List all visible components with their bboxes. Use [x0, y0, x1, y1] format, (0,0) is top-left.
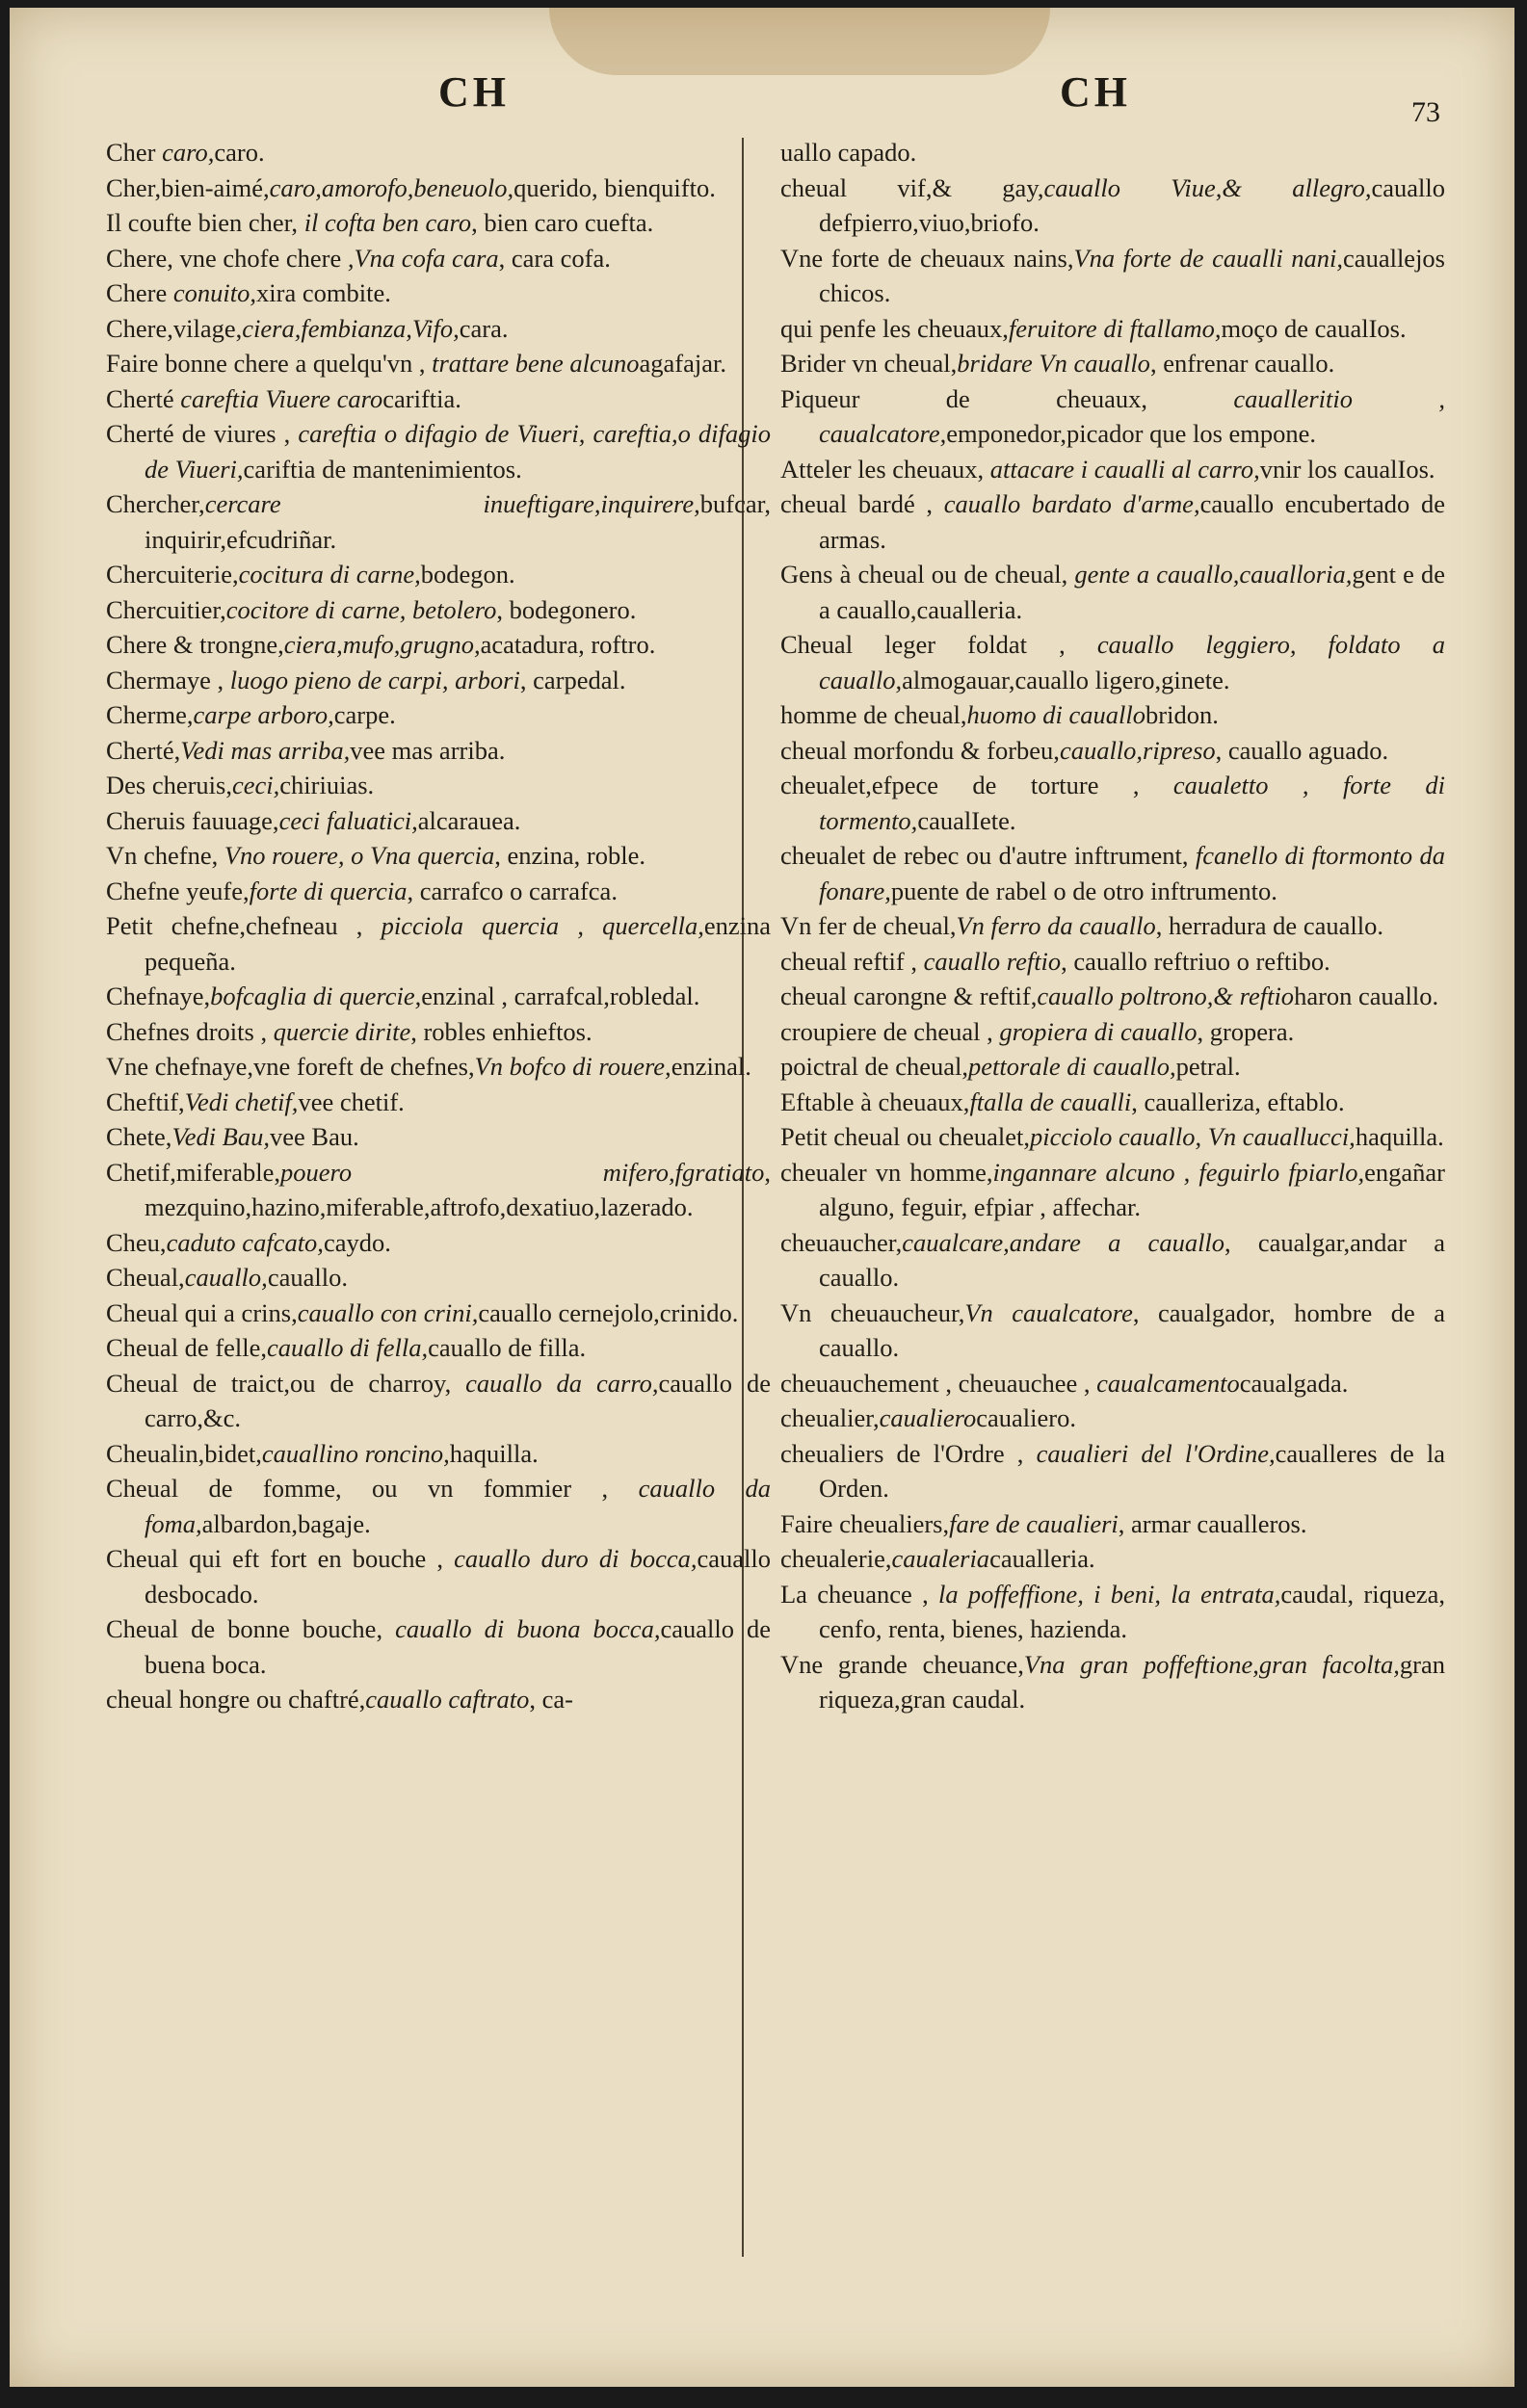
entry-headword: La cheuance , — [780, 1579, 938, 1609]
entry-spanish: almogauar,cauallo ligero,ginete. — [902, 665, 1230, 694]
entry-headword: homme de cheual, — [780, 700, 967, 729]
entry-italian: ftalla de caualli — [969, 1086, 1132, 1116]
entry-italian: ciera,fembianza,Vifo, — [242, 313, 460, 343]
entry-spanish: chiriuias. — [279, 771, 375, 799]
dictionary-entry — [106, 1611, 771, 1682]
entry-italian: caualeria — [891, 1544, 990, 1573]
entry-headword: Cheruis fauuage, — [106, 805, 279, 835]
entry-headword: cheualet de rebec ou d'autre inftrument, — [780, 841, 1196, 870]
dictionary-entry — [780, 381, 1445, 452]
entry-headword: Faire bonne chere a quelqu'vn , — [106, 349, 433, 378]
entry-italian: cauallo di fella, — [267, 1333, 429, 1362]
entry-italian: cocitura di carne, — [238, 560, 421, 589]
entry-italian: trattare bene alcuno — [432, 349, 640, 378]
entry-spanish: caualleres de la Orden. — [819, 1438, 1446, 1503]
entry-headword: Vn chefne, — [106, 841, 224, 870]
dictionary-entry — [780, 1225, 1445, 1296]
entry-headword: Cheual, — [106, 1263, 185, 1292]
entry-italian: caualetto , forte di tormento, — [819, 771, 1446, 835]
entry-italian: Vno rouere, o Vna quercia — [224, 841, 495, 870]
entry-headword: Cheual de felle, — [106, 1333, 268, 1362]
dictionary-entry — [106, 1119, 771, 1155]
entry-headword: Cherme, — [106, 700, 194, 729]
dictionary-entry — [106, 416, 771, 486]
entry-italian: cauallo leggiero, foldato a cauallo, — [819, 630, 1445, 694]
entry-headword: Il coufte bien cher, — [106, 208, 304, 237]
entry-headword: cheual hongre ou chaftré, — [106, 1685, 366, 1714]
entry-headword: cheuauchement , cheuauchee , — [780, 1368, 1097, 1398]
dictionary-entry — [780, 170, 1445, 241]
dictionary-entry — [106, 311, 771, 347]
entry-spanish: , bodegonero. — [496, 594, 637, 624]
entry-spanish: cauallo. — [267, 1263, 348, 1292]
dictionary-entry — [106, 486, 771, 557]
dictionary-entry — [106, 275, 771, 311]
entry-italian: Vna gran poffeftione,gran facolta, — [1023, 1649, 1400, 1679]
entry-spanish: , enzina, roble. — [494, 841, 646, 870]
dictionary-entry — [106, 768, 771, 803]
entry-italian: gente a cauallo,caualloria, — [1074, 560, 1353, 589]
dictionary-page — [10, 8, 1514, 2387]
dictionary-entry — [780, 1647, 1445, 1717]
page-number: 73 — [1411, 96, 1440, 128]
dictionary-entry — [780, 452, 1445, 487]
entry-spanish: carpe. — [333, 700, 396, 729]
entry-headword: Cheual qui a crins, — [106, 1297, 298, 1327]
entry-italian: ciera,mufo,grugno, — [283, 630, 481, 659]
dictionary-entry — [106, 205, 771, 241]
entry-spanish: , carrafco o carrafca. — [407, 876, 618, 905]
entry-headword: Chefnaye, — [106, 982, 211, 1010]
dictionary-entry — [780, 486, 1445, 557]
dictionary-entry — [780, 135, 1445, 170]
entry-spanish: uallo capado. — [780, 138, 917, 167]
dictionary-entry — [780, 979, 1445, 1014]
entry-headword: cheualer vn homme, — [780, 1157, 993, 1187]
entry-spanish: cauallo de carro,&c. — [145, 1368, 771, 1432]
entry-spanish: moço de caualIos. — [1221, 313, 1407, 343]
dictionary-entry — [106, 733, 771, 769]
entry-spanish: cauallo de filla. — [428, 1333, 587, 1362]
entry-spanish: haquilla. — [1355, 1122, 1444, 1151]
entry-italian: cauallo di buona bocca, — [395, 1614, 661, 1643]
entry-headword: Petit cheual ou cheualet, — [780, 1122, 1031, 1151]
entry-headword: Cheu, — [106, 1227, 167, 1257]
entry-spanish: petral. — [1175, 1052, 1241, 1081]
entry-spanish: , robles enhieftos. — [410, 1016, 592, 1046]
entry-spanish: , caualleriza, eftablo. — [1131, 1086, 1345, 1116]
entry-italian: picciolo cauallo, Vn cauallucci, — [1030, 1122, 1356, 1151]
dictionary-entry — [780, 838, 1445, 908]
entry-spanish: , caualgador, hombre de a cauallo. — [819, 1297, 1446, 1362]
entry-spanish: bufcar, inquirir,efcudriñar. — [145, 489, 771, 554]
entry-spanish: , caualgar,andar a cauallo. — [819, 1227, 1445, 1292]
entry-spanish: acatadura, roftro. — [480, 630, 656, 659]
dictionary-entry — [780, 697, 1445, 733]
entry-italian: quercie dirite — [273, 1016, 411, 1046]
dictionary-entry — [106, 908, 771, 979]
entry-italian: la poffeffione, i beni, la entrata, — [937, 1579, 1281, 1609]
entry-headword: Piqueur de cheuaux, — [780, 383, 1234, 413]
dictionary-entry — [780, 908, 1445, 944]
entry-italian: cauallo bardato d'arme, — [943, 489, 1200, 518]
dictionary-entry — [780, 311, 1445, 347]
entry-headword: Chetif,miferable, — [106, 1157, 281, 1187]
entry-headword: Cheual qui eft fort en bouche , — [106, 1544, 455, 1573]
entry-italian: forte di quercia — [249, 876, 408, 905]
entry-italian: ceci, — [232, 771, 280, 799]
entry-italian: bofcaglia di quercie, — [210, 982, 422, 1010]
entry-spanish: bodegon. — [420, 560, 515, 589]
entry-italian: huomo di cauallo — [966, 700, 1146, 729]
entry-spanish: , mezquino,hazino,miferable,aftrofo,dexatiuo,lazerado. — [145, 1157, 771, 1221]
dictionary-entry — [106, 627, 771, 663]
entry-headword: cheualet,efpece de torture , — [780, 771, 1173, 799]
entry-headword: cheual vif,& gay, — [780, 172, 1044, 202]
entry-italian: careftia o difagio de Viueri, careftia,o difagio de Viueri, — [145, 419, 771, 484]
entry-italian: caualleritio , caualcatore, — [819, 383, 1445, 448]
right-column — [780, 135, 1445, 1717]
entry-spanish: engañar alguno, feguir, efpiar , affechar. — [819, 1157, 1445, 1221]
entry-spanish: , carpedal. — [519, 665, 626, 694]
entry-headword: Petit chefne,chefneau , — [106, 911, 382, 940]
dictionary-entry — [780, 1296, 1445, 1366]
entry-headword: Cheftif, — [106, 1086, 185, 1116]
entry-headword: Vne chefnaye,vne foreft de chefnes, — [106, 1052, 475, 1081]
dictionary-entry — [106, 346, 771, 381]
entry-spanish: , cara cofa. — [498, 243, 611, 273]
running-header-right: CH — [1060, 68, 1131, 116]
entry-italian: caualieri del l'Ordine, — [1036, 1438, 1276, 1468]
entry-spanish: , enfrenar cauallo. — [1149, 349, 1335, 378]
dictionary-entry — [780, 1155, 1445, 1225]
entry-spanish: haron cauallo. — [1294, 982, 1439, 1010]
dictionary-entry — [106, 1225, 771, 1261]
entry-spanish: , bien caro cuefta. — [471, 208, 654, 237]
dictionary-entry — [106, 1260, 771, 1296]
dictionary-entry — [106, 1155, 771, 1225]
entry-spanish: enzinal , carrafcal,robledal. — [421, 982, 700, 1010]
entry-italian: Vna forte de caualli nani, — [1073, 243, 1344, 273]
entry-italian: Vedi chetif, — [184, 1086, 299, 1116]
entry-italian: cauallo con crini, — [297, 1297, 479, 1327]
entry-headword: Faire cheualiers, — [780, 1508, 950, 1538]
entry-headword: Cherté — [106, 383, 181, 413]
dictionary-entry — [780, 1366, 1445, 1401]
dictionary-entry — [780, 346, 1445, 381]
entry-italian: caro,amorofo,beneuolo, — [269, 172, 514, 202]
entry-headword: Chefnes droits , — [106, 1016, 274, 1046]
entry-italian: caualcare,andare a cauallo — [902, 1227, 1225, 1257]
entry-spanish: bridon. — [1145, 700, 1219, 729]
entry-headword: cheualiers de l'Ordre , — [780, 1438, 1037, 1468]
entry-headword: Cherté, — [106, 735, 181, 765]
entry-headword: Vn cheuaucheur, — [780, 1297, 965, 1327]
entry-spanish: , gropera. — [1197, 1016, 1295, 1046]
entry-italian: caro, — [162, 138, 215, 167]
entry-headword: Brider vn cheual, — [780, 349, 958, 378]
entry-spanish: cauallo encubertado de armas. — [819, 489, 1445, 554]
entry-spanish: emponedor,picador que los empone. — [946, 419, 1317, 448]
entry-italian: fare de caualieri — [949, 1508, 1119, 1538]
entry-spanish: caualleria. — [989, 1544, 1095, 1573]
entry-italian: feruitore di ftallamo, — [1008, 313, 1222, 343]
entry-headword: Chere — [106, 278, 173, 307]
entry-spanish: caro. — [214, 138, 265, 167]
entry-headword: Atteler les cheuaux, — [780, 454, 990, 484]
entry-headword: Chercher, — [106, 489, 205, 518]
entry-headword: Cherté de viures , — [106, 419, 299, 448]
entry-spanish: enzina pequeña. — [145, 911, 771, 976]
entry-headword: Chefne yeufe, — [106, 876, 250, 905]
entry-headword: Eftable à cheuaux, — [780, 1086, 970, 1116]
entry-italian: Vedi Bau, — [171, 1122, 270, 1151]
entry-italian: cauallo da foma, — [145, 1474, 771, 1538]
entry-spanish: cariftia de mantenimientos. — [243, 454, 522, 484]
entry-italian: fcanello di ftormonto da fonare, — [819, 841, 1445, 905]
entry-spanish: gran riqueza,gran caudal. — [819, 1649, 1446, 1714]
entry-spanish: cariftia. — [382, 383, 461, 413]
entry-spanish: , ca- — [529, 1685, 573, 1714]
entry-headword: Chere,vilage, — [106, 313, 243, 343]
entry-headword: Chercuiterie, — [106, 560, 239, 589]
entry-spanish: enzinal. — [671, 1052, 751, 1081]
entry-headword: Cheual leger foldat , — [780, 630, 1097, 659]
entry-headword: croupiere de cheual , — [780, 1016, 1000, 1046]
dictionary-entry — [106, 1296, 771, 1331]
entry-italian: cauallo,ripreso — [1059, 735, 1216, 765]
dictionary-entry — [780, 944, 1445, 980]
entry-spanish: vnir los caualIos. — [1259, 454, 1435, 484]
entry-spanish: cauallo desbocado. — [145, 1544, 772, 1609]
running-header-left: CH — [438, 68, 510, 116]
dictionary-entry — [106, 241, 771, 276]
entry-spanish: cara. — [459, 313, 509, 343]
entry-italian: cauallo da carro, — [465, 1368, 659, 1398]
dictionary-entry — [780, 1014, 1445, 1050]
dictionary-entry — [780, 557, 1445, 627]
dictionary-entry — [106, 170, 771, 206]
entry-italian: cauallo duro di bocca, — [454, 1544, 698, 1573]
entry-italian: pettorale di cauallo, — [967, 1052, 1176, 1081]
entry-spanish: cauallo cernejolo,crinido. — [478, 1297, 739, 1327]
dictionary-entry — [106, 838, 771, 874]
entry-spanish: , cauallo reftriuo o reftibo. — [1061, 946, 1330, 976]
entry-headword: Chere & trongne, — [106, 630, 284, 659]
entry-spanish: querido, bienquifto. — [513, 172, 716, 202]
dictionary-entry — [106, 1471, 771, 1541]
entry-italian: cauallo poltrono,& reftio — [1037, 982, 1295, 1010]
entry-italian: careftia Viuere caro — [180, 383, 383, 413]
entry-headword: Cher — [106, 138, 163, 167]
page-stain — [549, 8, 1050, 75]
entry-italian: gropiera di cauallo — [999, 1016, 1198, 1046]
entry-italian: ingannare alcuno , feguirlo fpiarlo, — [992, 1157, 1365, 1187]
entry-spanish: , herradura de cauallo. — [1155, 911, 1383, 940]
dictionary-entry — [106, 697, 771, 733]
dictionary-entry — [106, 803, 771, 839]
entry-spanish: caydo. — [323, 1227, 391, 1257]
entry-spanish: caualIete. — [917, 805, 1016, 835]
entry-headword: Chere, vne chofe chere — [106, 243, 348, 273]
entry-italian: cauallo, — [184, 1263, 268, 1292]
entry-spanish: gent e de a cauallo,caualleria. — [819, 560, 1445, 624]
entry-italian: cauallo Viue,& allegro, — [1043, 172, 1372, 202]
entry-spanish: agafajar. — [639, 349, 726, 378]
entry-spanish: caualgada. — [1239, 1368, 1349, 1398]
entry-italian: attacare i caualli al carro, — [989, 454, 1260, 484]
dictionary-entry — [780, 1541, 1445, 1577]
entry-spanish: , armar caualleros. — [1118, 1508, 1307, 1538]
dictionary-entry — [780, 733, 1445, 769]
entry-italian: luogo pieno de carpi, arbori — [229, 665, 520, 694]
entry-italian: caduto cafcato, — [166, 1227, 324, 1257]
entry-italian: Vn caualcatore — [964, 1297, 1133, 1327]
entry-headword: Vn fer de cheual, — [780, 911, 957, 940]
dictionary-entry — [106, 592, 771, 628]
dictionary-entry — [780, 1119, 1445, 1155]
entry-italian: carpe arboro, — [193, 700, 334, 729]
left-column — [106, 135, 771, 1717]
entry-headword: Cheualin,bidet, — [106, 1438, 262, 1468]
entry-spanish: vee Bau. — [270, 1122, 359, 1151]
entry-spanish: albardon,bagaje. — [201, 1508, 371, 1538]
entry-italian: cercare inueftigare,inquirere, — [204, 489, 700, 518]
dictionary-entry — [780, 1436, 1445, 1506]
entry-spanish: xira combite. — [256, 278, 391, 307]
entry-spanish: alcarauea. — [417, 805, 521, 835]
entry-headword: cheualerie, — [780, 1544, 892, 1573]
entry-headword: cheual bardé , — [780, 489, 944, 518]
entry-spanish: caudal, riqueza, cenfo, renta, bienes, hazienda. — [819, 1579, 1445, 1643]
dictionary-entry — [106, 1541, 771, 1611]
entry-headword: poictral de cheual, — [780, 1052, 968, 1081]
entry-headword: Chercuitier, — [106, 594, 226, 624]
entry-spanish: , cauallo aguado. — [1215, 735, 1389, 765]
entry-italian: ceci faluatici, — [278, 805, 418, 835]
dictionary-entry — [106, 1049, 771, 1085]
entry-headword: Vne grande cheuance, — [780, 1649, 1024, 1679]
entry-spanish: vee mas arriba. — [350, 735, 506, 765]
entry-headword: cheualier, — [780, 1403, 880, 1432]
dictionary-entry — [106, 663, 771, 698]
entry-italian: conuito, — [172, 278, 257, 307]
dictionary-entry — [106, 557, 771, 592]
entry-headword: cheual morfondu & forbeu, — [780, 735, 1060, 765]
entry-italian: cocitore di carne, betolero — [225, 594, 497, 624]
dictionary-entry — [780, 768, 1445, 838]
entry-italian: pouero mifero,fgratiato — [280, 1157, 765, 1187]
entry-headword: Cher,bien-aimé, — [106, 172, 270, 202]
entry-spanish: cauallo defpierro,viuo,briofo. — [819, 172, 1445, 237]
dictionary-entry — [106, 1330, 771, 1366]
dictionary-entry — [780, 1049, 1445, 1085]
entry-spanish: puente de rabel o de otro inftrumento. — [890, 876, 1277, 905]
entry-italian: Vn bofco di rouere, — [474, 1052, 671, 1081]
entry-italian: caualiero — [879, 1403, 977, 1432]
entry-headword: Chermaye , — [106, 665, 230, 694]
entry-headword: Gens à cheual ou de cheual, — [780, 560, 1075, 589]
dictionary-entry — [780, 1085, 1445, 1120]
dictionary-entry — [780, 1506, 1445, 1542]
entry-italian: Vn ferro da cauallo — [956, 911, 1156, 940]
entry-italian: cauallino roncino, — [261, 1438, 450, 1468]
dictionary-entry — [106, 135, 771, 170]
entry-spanish: cauallo de buena boca. — [145, 1614, 772, 1679]
entry-headword: cheuaucher, — [780, 1227, 903, 1257]
dictionary-entry — [106, 979, 771, 1014]
dictionary-entry — [106, 874, 771, 909]
entry-spanish: vee chetif. — [298, 1086, 405, 1116]
dictionary-entry — [780, 1577, 1445, 1647]
dictionary-entry — [106, 1085, 771, 1120]
entry-italian: bridare Vn cauallo — [957, 349, 1150, 378]
entry-headword: Cheual de fomme, ou vn fommier , — [106, 1474, 639, 1503]
entry-headword: Cheual de bonne bouche, — [106, 1614, 396, 1643]
dictionary-entry — [106, 1014, 771, 1050]
entry-spanish: caualiero. — [976, 1403, 1076, 1432]
dictionary-entry — [780, 627, 1445, 697]
entry-italian: picciola quercia , quercella, — [381, 911, 704, 940]
dictionary-entry — [106, 381, 771, 417]
entry-italian: caualcamento — [1096, 1368, 1240, 1398]
entry-headword: cheual carongne & reftif, — [780, 982, 1038, 1010]
entry-italian: ,Vna cofa cara — [347, 243, 499, 273]
entry-spanish: cauallejos chicos. — [819, 243, 1445, 307]
entry-italian: Vedi mas arriba, — [180, 735, 351, 765]
dictionary-entry — [780, 1400, 1445, 1436]
entry-headword: Des cheruis, — [106, 771, 232, 799]
dictionary-entry — [106, 1436, 771, 1472]
dictionary-entry — [106, 1366, 771, 1436]
entry-italian: cauallo reftio — [923, 946, 1062, 976]
entry-italian: cauallo caftrato — [365, 1685, 530, 1714]
entry-headword: Chete, — [106, 1122, 172, 1151]
entry-italian: il cofta ben caro — [303, 208, 472, 237]
entry-spanish: haquilla. — [449, 1438, 539, 1468]
entry-headword: Cheual de traict,ou de charroy, — [106, 1368, 466, 1398]
entry-headword: cheual reftif , — [780, 946, 924, 976]
entry-headword: Vne forte de cheuaux nains, — [780, 243, 1074, 273]
entry-headword: qui penfe les cheuaux, — [780, 313, 1009, 343]
dictionary-entry — [106, 1682, 771, 1717]
dictionary-entry — [780, 241, 1445, 311]
